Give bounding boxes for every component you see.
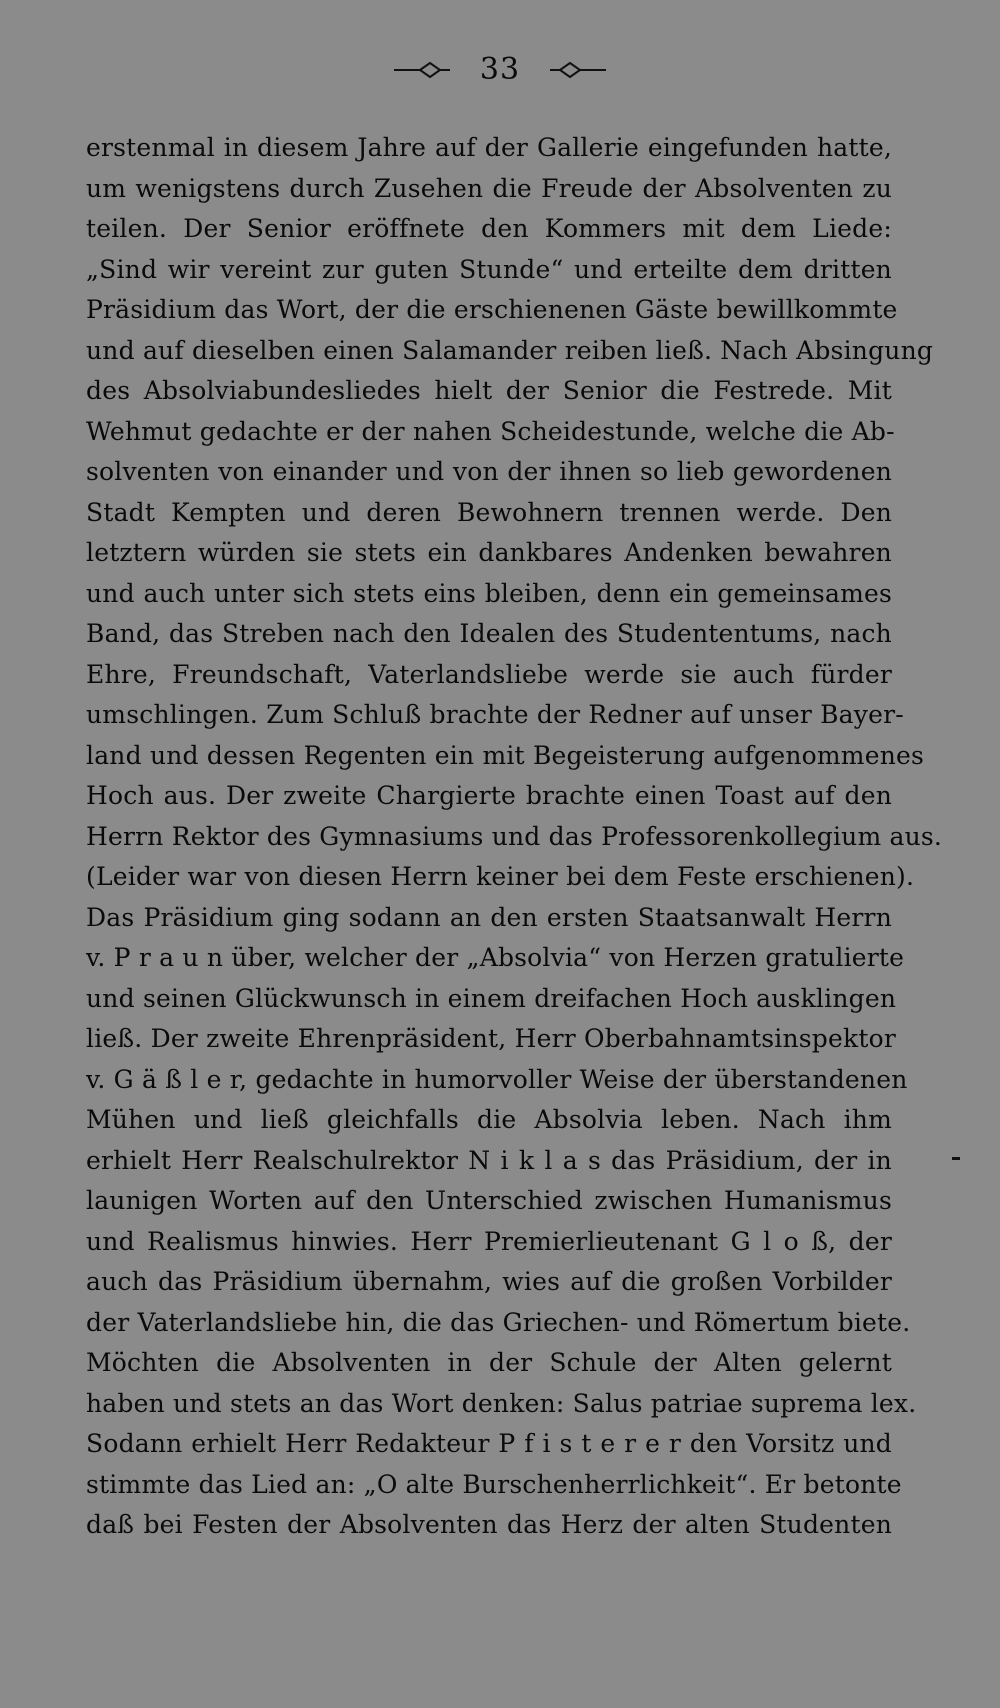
text-line: ließ. Der zweite Ehrenpräsident, Herr Oberbahnamtsinspektor [86,1024,896,1053]
text-line: und auf dieselben einen Salamander reiben ließ. Nach Absingung [86,335,934,365]
text-line: Präsidium das Wort, der die erschienenen Gäste bewillkommte [86,295,898,324]
right-ornament-icon [546,59,608,81]
text-line: letztern würden sie stets ein dankbares Andenken bewahren [86,538,892,567]
text-line: Ehre, Freundschaft, Vaterlandsliebe werde sie auch fürder [86,659,892,689]
text-line: und auch unter sich stets eins bleiben, denn ein gemeinsames [86,578,892,608]
page-number: 33 [479,52,521,87]
text-line: auch das Präsidium übernahm, wies auf die großen Vorbilder [86,1267,892,1296]
margin-mark [952,1157,960,1160]
text-line: v. G ä ß l e r, gedachte in humorvoller Weise der überstandenen [86,1064,908,1094]
body-text [86,128,943,1546]
text-line: Hoch aus. Der zweite Chargierte brachte einen Toast auf den [86,781,892,810]
text-line: und Realismus hinwies. Herr Premierlieutenant G l o ß, der [86,1226,892,1256]
left-ornament-icon [392,59,454,81]
text-line: Band, das Streben nach den Idealen des Studententums, nach [86,619,892,648]
text-line: der Vaterlandsliebe hin, die das Griechen- und Römertum biete. [86,1307,911,1337]
page-header [0,50,1000,90]
text-line: Mühen und ließ gleichfalls die Absolvia leben. Nach ihm [86,1105,892,1134]
text-line: und seinen Glückwunsch in einem dreifachen Hoch ausklingen [86,983,897,1013]
text-line: stimmte das Lied an: „O alte Burschenherrlichkeit“. Er betonte [86,1469,902,1499]
text-line: (Leider war von diesen Herrn keiner bei dem Feste erschienen). [86,862,915,891]
text-line: Möchten die Absolventen in der Schule der Alten gelernt [86,1348,892,1377]
text-line: teilen. Der Senior eröffnete den Kommers mit dem Liede: [86,214,892,243]
text-line: Herrn Rektor des Gymnasiums und das Professorenkollegium aus. [86,821,943,851]
text-line: Das Präsidium ging sodann an den ersten Staatsanwalt Herrn [86,902,892,932]
text-line: erstenmal in diesem Jahre auf der Gallerie eingefunden hatte, [86,133,892,162]
text-line: solventen von einander und von der ihnen so lieb gewordenen [86,457,892,486]
text-line: umschlingen. Zum Schluß brachte der Redner auf unser Bayer- [86,700,904,729]
text-line: haben und stets an das Wort denken: Salus patriae suprema lex. [86,1388,917,1418]
text-line: v. P r a u n über, welcher der „Absolvia“ von Herzen gratulierte [86,943,905,972]
text-line: „Sind wir vereint zur guten Stunde“ und erteilte dem dritten [86,254,892,284]
text-line: daß bei Festen der Absolventen das Herz der alten Studenten [86,1510,892,1539]
text-line: um wenigstens durch Zusehen die Freude der Absolventen zu [86,173,892,203]
text-line: Sodann erhielt Herr Redakteur P f i s t e r e r den Vorsitz und [86,1429,892,1458]
text-line: des Absolviabundesliedes hielt der Senior die Festrede. Mit [86,376,892,405]
text-line: land und dessen Regenten ein mit Begeisterung aufgenommenes [86,740,925,770]
text-line: erhielt Herr Realschulrektor N i k l a s das Präsidium, der in [86,1145,892,1175]
text-line: Stadt Kempten und deren Bewohnern trennen werde. Den [86,497,892,527]
text-line: Wehmut gedachte er der nahen Scheidestunde, welche die Ab- [86,416,895,446]
text-line: launigen Worten auf den Unterschied zwischen Humanismus [86,1186,892,1215]
